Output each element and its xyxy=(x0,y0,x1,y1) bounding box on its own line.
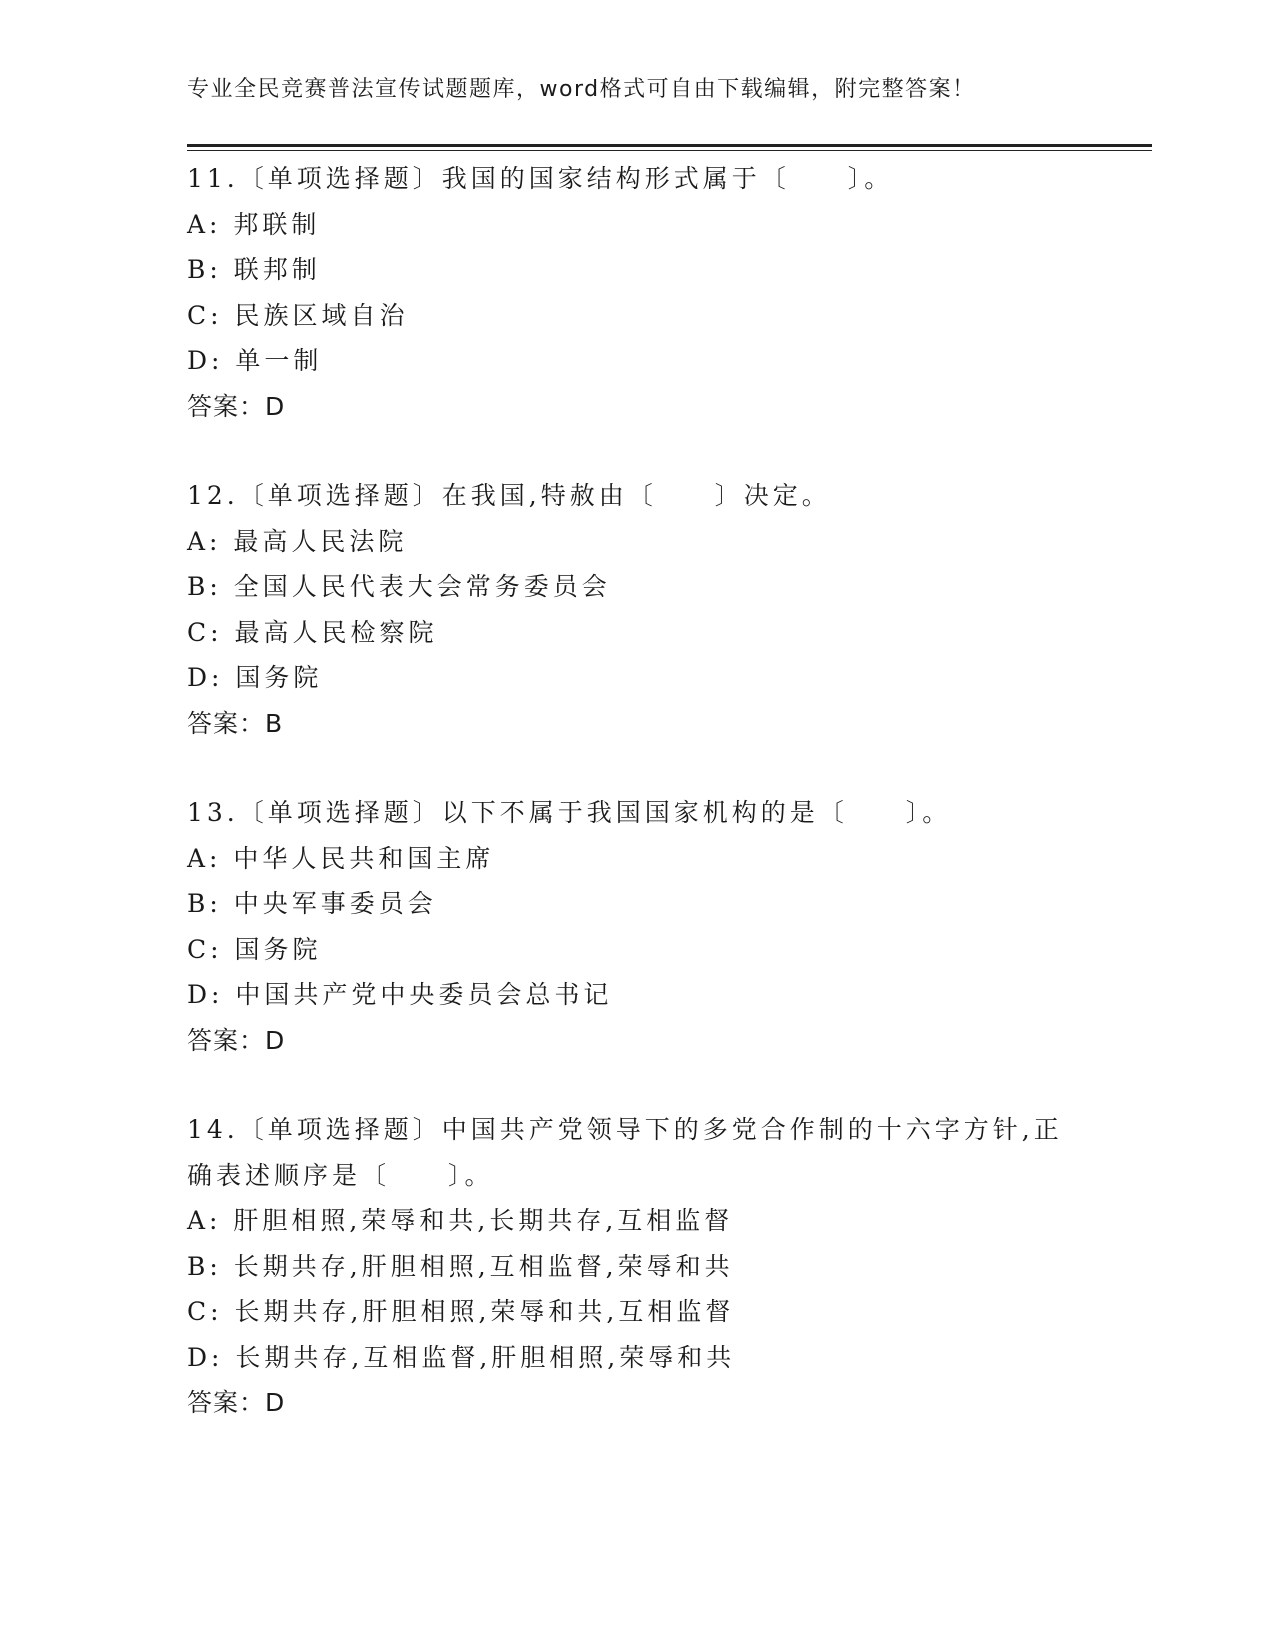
question-text: 13.〔单项选择题〕以下不属于我国国家机构的是〔 〕。 xyxy=(187,798,952,827)
option-c: C: 长期共存,肝胆相照,荣辱和共,互相监督 xyxy=(187,1297,735,1326)
option-b: B: 全国人民代表大会常务委员会 xyxy=(187,572,611,601)
question-12 xyxy=(187,473,1152,746)
option-d: D: 长期共存,互相监督,肝胆相照,荣辱和共 xyxy=(187,1342,736,1372)
option-a: A: 邦联制 xyxy=(187,209,321,239)
question-text-line-1: 14.〔单项选择题〕中国共产党领导下的多党合作制的十六字方针,正 xyxy=(187,1115,1063,1144)
question-11 xyxy=(187,156,1152,429)
option-a: A: 中华人民共和国主席 xyxy=(187,843,495,873)
page-header: 专业全民竞赛普法宣传试题题库，word格式可自由下载编辑，附完整答案！ xyxy=(187,77,976,102)
option-d: D: 中国共产党中央委员会总书记 xyxy=(187,980,613,1009)
header-rule-thick xyxy=(187,144,1152,147)
option-d: D: 单一制 xyxy=(187,346,323,375)
question-text: 11.〔单项选择题〕我国的国家结构形式属于〔 〕。 xyxy=(187,164,894,193)
answer: 答案：D xyxy=(187,391,286,421)
option-a: A: 肝胆相照,荣辱和共,长期共存,互相监督 xyxy=(187,1206,734,1235)
question-list xyxy=(187,156,1152,1470)
header-rule-thin xyxy=(187,150,1152,151)
option-a: A: 最高人民法院 xyxy=(187,526,408,556)
answer: 答案：B xyxy=(187,708,284,738)
answer: 答案：D xyxy=(187,1388,286,1417)
question-text: 12.〔单项选择题〕在我国,特赦由〔 〕决定。 xyxy=(187,481,831,510)
question-14 xyxy=(187,1107,1152,1426)
option-b: B: 长期共存,肝胆相照,互相监督,荣辱和共 xyxy=(187,1251,734,1281)
option-c: C: 民族区域自治 xyxy=(187,300,409,330)
question-13 xyxy=(187,790,1152,1063)
option-c: C: 最高人民检察院 xyxy=(187,617,438,647)
answer: 答案：D xyxy=(187,1025,286,1055)
option-b: B: 联邦制 xyxy=(187,255,321,284)
option-d: D: 国务院 xyxy=(187,663,323,692)
option-b: B: 中央军事委员会 xyxy=(187,889,437,918)
option-c: C: 国务院 xyxy=(187,934,322,964)
question-text-line-2: 确表述顺序是〔 〕。 xyxy=(187,1160,494,1190)
